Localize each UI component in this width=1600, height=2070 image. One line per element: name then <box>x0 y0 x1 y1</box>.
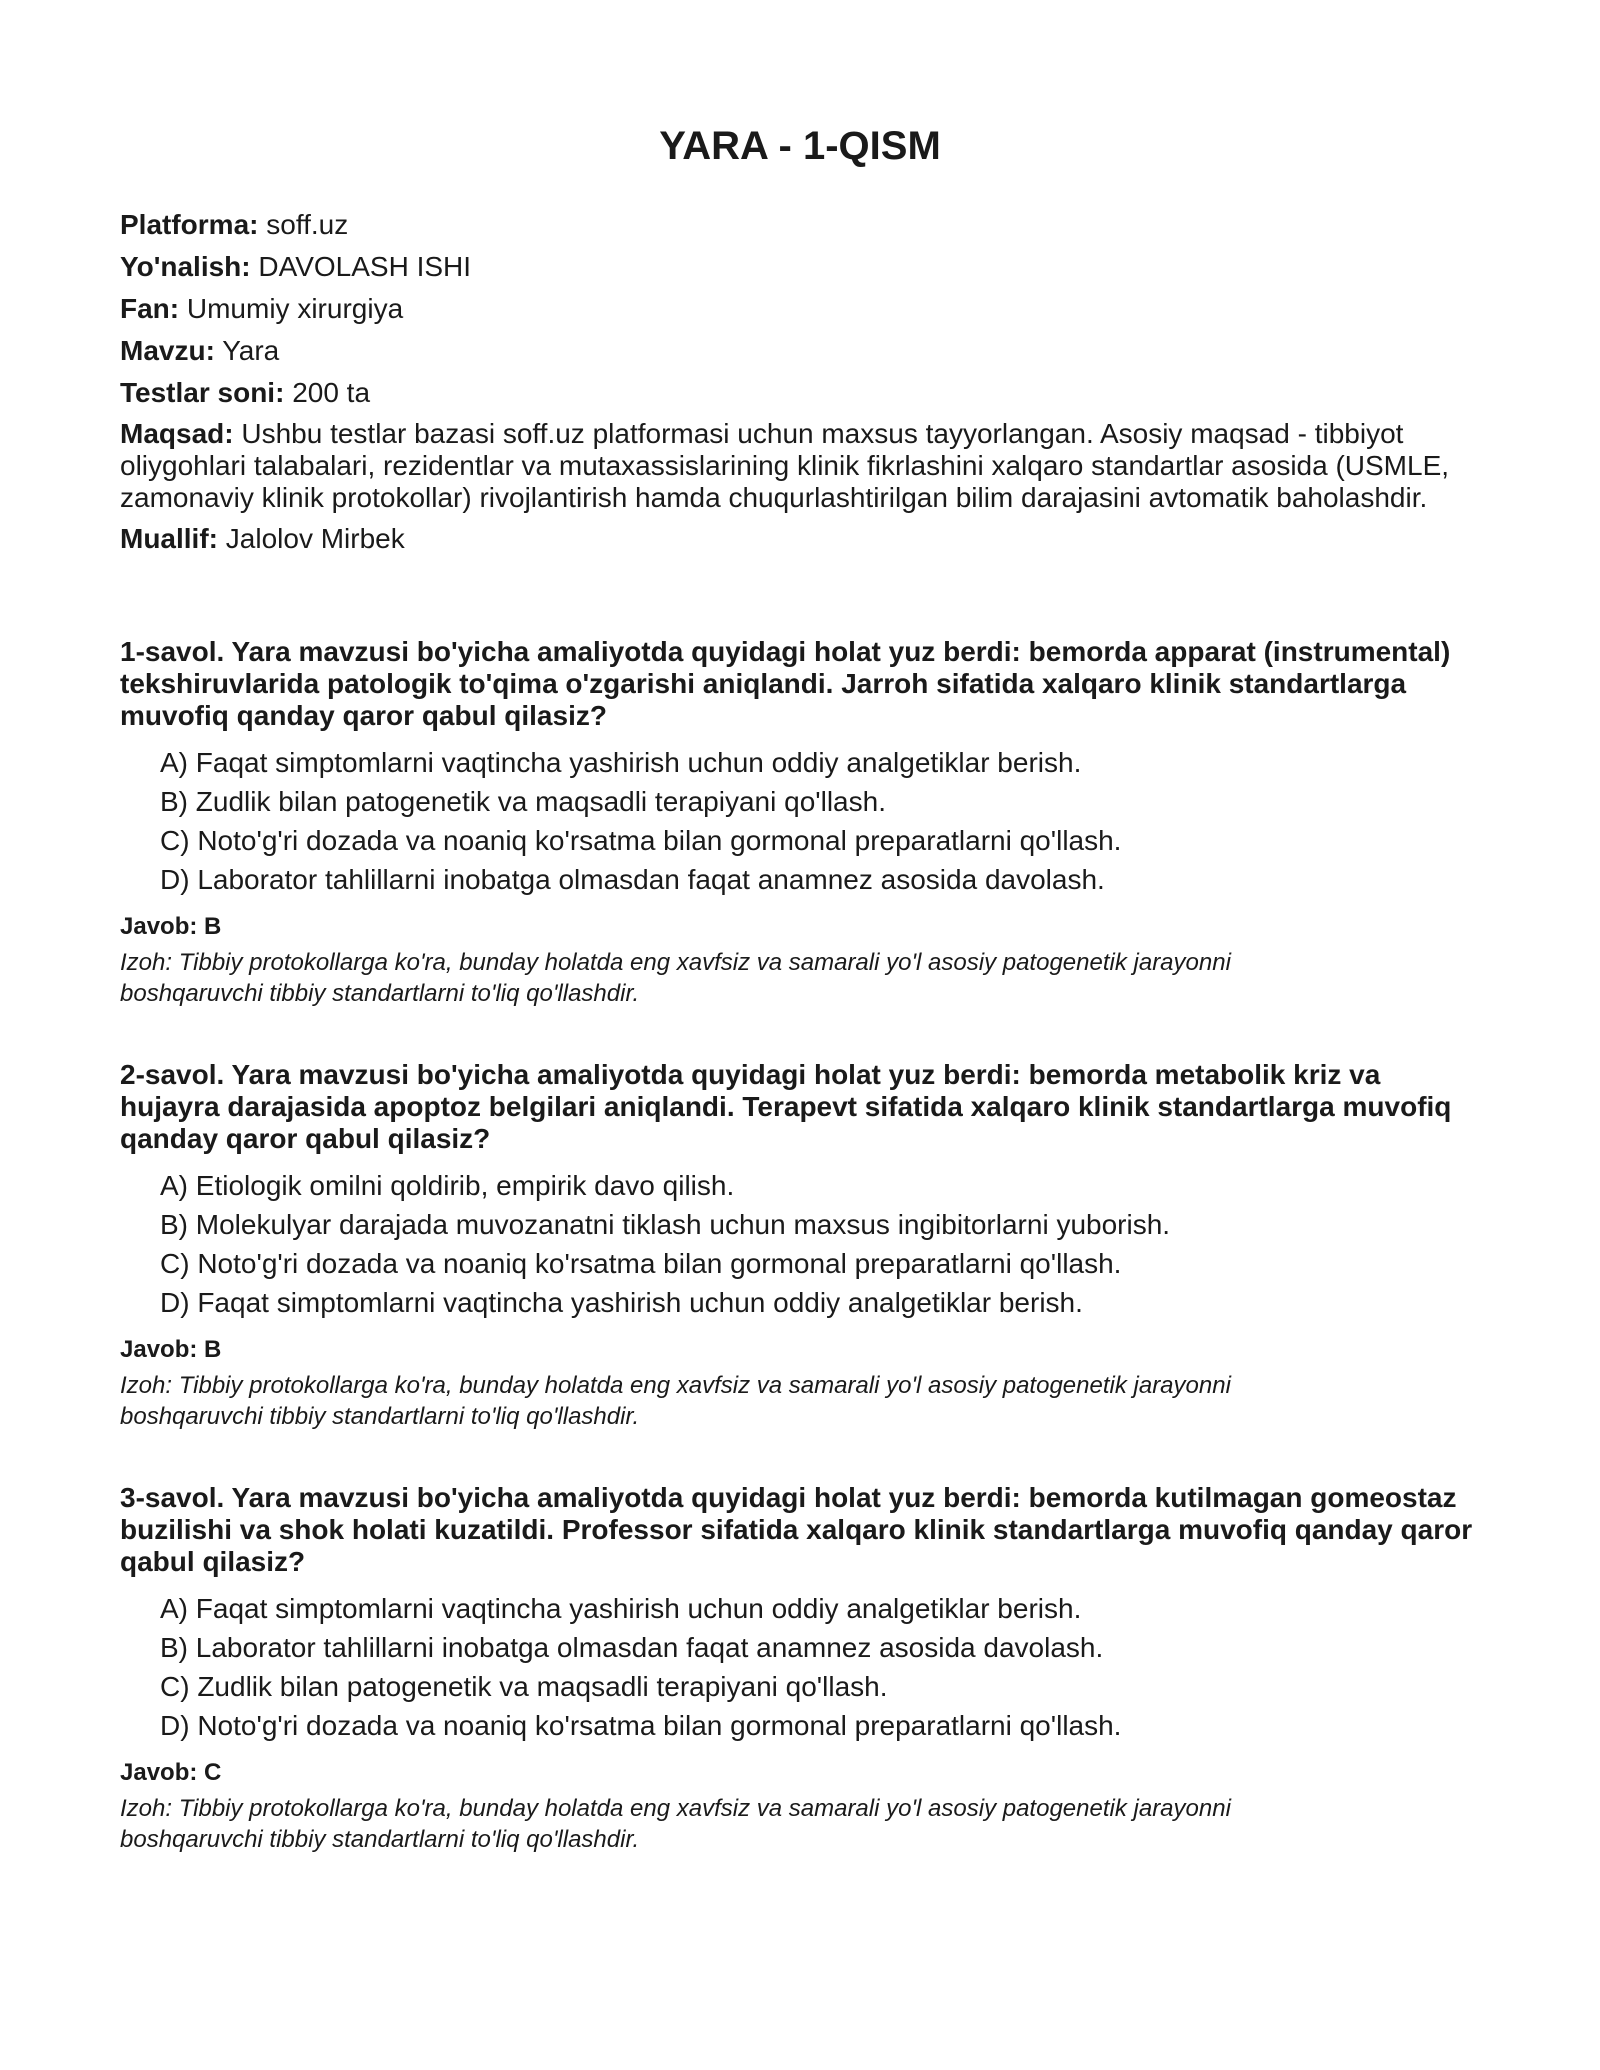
meta-direction-value: DAVOLASH ISHI <box>258 251 472 282</box>
meta-platform <box>120 208 1480 242</box>
question-1 <box>120 636 1480 1009</box>
explanation: Izoh: Tibbiy protokollarga ko'ra, bunday holatda eng xavfsiz va samarali yo'l asosiy patogenetik jarayonni boshqaruvchi tibbiy standartlarni to'liq qo'llashdir. <box>120 1372 1231 1430</box>
meta-direction-label: Yo'nalish: <box>120 251 251 282</box>
option-list <box>120 1169 1480 1320</box>
option-c: C) Noto'g'ri dozada va noaniq ko'rsatma bilan gormonal preparatlarni qo'llash. <box>160 825 1122 856</box>
meta-goal-value: Ushbu testlar bazasi soff.uz platformasi uchun maxsus tayyorlangan. Asosiy maqsad - tibbiyot oliygohlari talabalari, rezidentlar va mutaxassislarining klinik fikrlashini xalqaro standartlar asosida (USMLE, zamonaviy klinik protokollar) rivojlantirish hamda chuqurlashtirilgan bilim darajasini avtomatik baholashdir. <box>120 418 1450 513</box>
meta-topic-value: Yara <box>222 335 280 366</box>
meta-test-count-label: Testlar soni: <box>120 377 285 408</box>
meta-author-label: Muallif: <box>120 523 218 554</box>
answer: Javob: C <box>120 1759 222 1786</box>
question-2 <box>120 1059 1480 1432</box>
explanation: Izoh: Tibbiy protokollarga ko'ra, bunday holatda eng xavfsiz va samarali yo'l asosiy patogenetik jarayonni boshqaruvchi tibbiy standartlarni to'liq qo'llashdir. <box>120 1795 1231 1853</box>
option-d: D) Noto'g'ri dozada va noaniq ko'rsatma bilan gormonal preparatlarni qo'llash. <box>160 1710 1122 1741</box>
option-b: B) Zudlik bilan patogenetik va maqsadli terapiyani qo'llash. <box>160 786 886 817</box>
document-title: YARA - 1-QISM <box>659 124 941 168</box>
answer: Javob: B <box>120 1336 222 1363</box>
meta-author <box>120 522 1480 556</box>
metadata-block <box>120 208 1480 556</box>
meta-platform-value: soff.uz <box>266 209 349 240</box>
meta-goal-label: Maqsad: <box>120 418 234 449</box>
question-3 <box>120 1482 1480 1855</box>
question-list <box>120 636 1480 1855</box>
meta-goal <box>120 418 1480 514</box>
option-a: A) Faqat simptomlarni vaqtincha yashirish uchun oddiy analgetiklar berish. <box>160 1593 1082 1624</box>
option-d: D) Laborator tahlillarni inobatga olmasdan faqat anamnez asosida davolash. <box>160 864 1105 895</box>
option-a: A) Etiologik omilni qoldirib, empirik davo qilish. <box>160 1170 735 1201</box>
meta-subject-label: Fan: <box>120 293 180 324</box>
question-text: 3-savol. Yara mavzusi bo'yicha amaliyotda quyidagi holat yuz berdi: bemorda kutilmagan gomeostaz buzilishi va shok holati kuzatildi. Professor sifatida xalqaro klinik standartlarga muvofiq qanday qaror qabul qilasiz? <box>120 1482 1473 1577</box>
meta-test-count <box>120 376 1480 410</box>
explanation: Izoh: Tibbiy protokollarga ko'ra, bunday holatda eng xavfsiz va samarali yo'l asosiy patogenetik jarayonni boshqaruvchi tibbiy standartlarni to'liq qo'llashdir. <box>120 949 1231 1007</box>
meta-test-count-value: 200 ta <box>292 377 371 408</box>
option-a: A) Faqat simptomlarni vaqtincha yashirish uchun oddiy analgetiklar berish. <box>160 747 1082 778</box>
option-d: D) Faqat simptomlarni vaqtincha yashirish uchun oddiy analgetiklar berish. <box>160 1287 1083 1318</box>
meta-topic <box>120 334 1480 368</box>
meta-platform-label: Platforma: <box>120 209 259 240</box>
option-list <box>120 1592 1480 1743</box>
option-b: B) Laborator tahlillarni inobatga olmasdan faqat anamnez asosida davolash. <box>160 1632 1104 1663</box>
meta-author-value: Jalolov Mirbek <box>225 523 405 554</box>
meta-subject <box>120 292 1480 326</box>
option-b: B) Molekulyar darajada muvozanatni tiklash uchun maxsus ingibitorlarni yuborish. <box>160 1209 1171 1240</box>
option-list <box>120 746 1480 897</box>
answer: Javob: B <box>120 913 222 940</box>
meta-direction <box>120 250 1480 284</box>
question-text: 2-savol. Yara mavzusi bo'yicha amaliyotda quyidagi holat yuz berdi: bemorda metabolik kriz va hujayra darajasida apoptoz belgilari aniqlandi. Terapevt sifatida xalqaro klinik standartlarga muvofiq qanday qaror qabul qilasiz? <box>120 1059 1452 1154</box>
meta-topic-label: Mavzu: <box>120 335 215 366</box>
meta-subject-value: Umumiy xirurgiya <box>186 293 404 324</box>
question-text: 1-savol. Yara mavzusi bo'yicha amaliyotda quyidagi holat yuz berdi: bemorda apparat (instrumental) tekshiruvlarida patologik to'qima o'zgarishi aniqlandi. Jarroh sifatida xalqaro klinik standartlarga muvofiq qanday qaror qabul qilasiz? <box>120 636 1451 731</box>
option-c: C) Zudlik bilan patogenetik va maqsadli terapiyani qo'llash. <box>160 1671 888 1702</box>
option-c: C) Noto'g'ri dozada va noaniq ko'rsatma bilan gormonal preparatlarni qo'llash. <box>160 1248 1122 1279</box>
